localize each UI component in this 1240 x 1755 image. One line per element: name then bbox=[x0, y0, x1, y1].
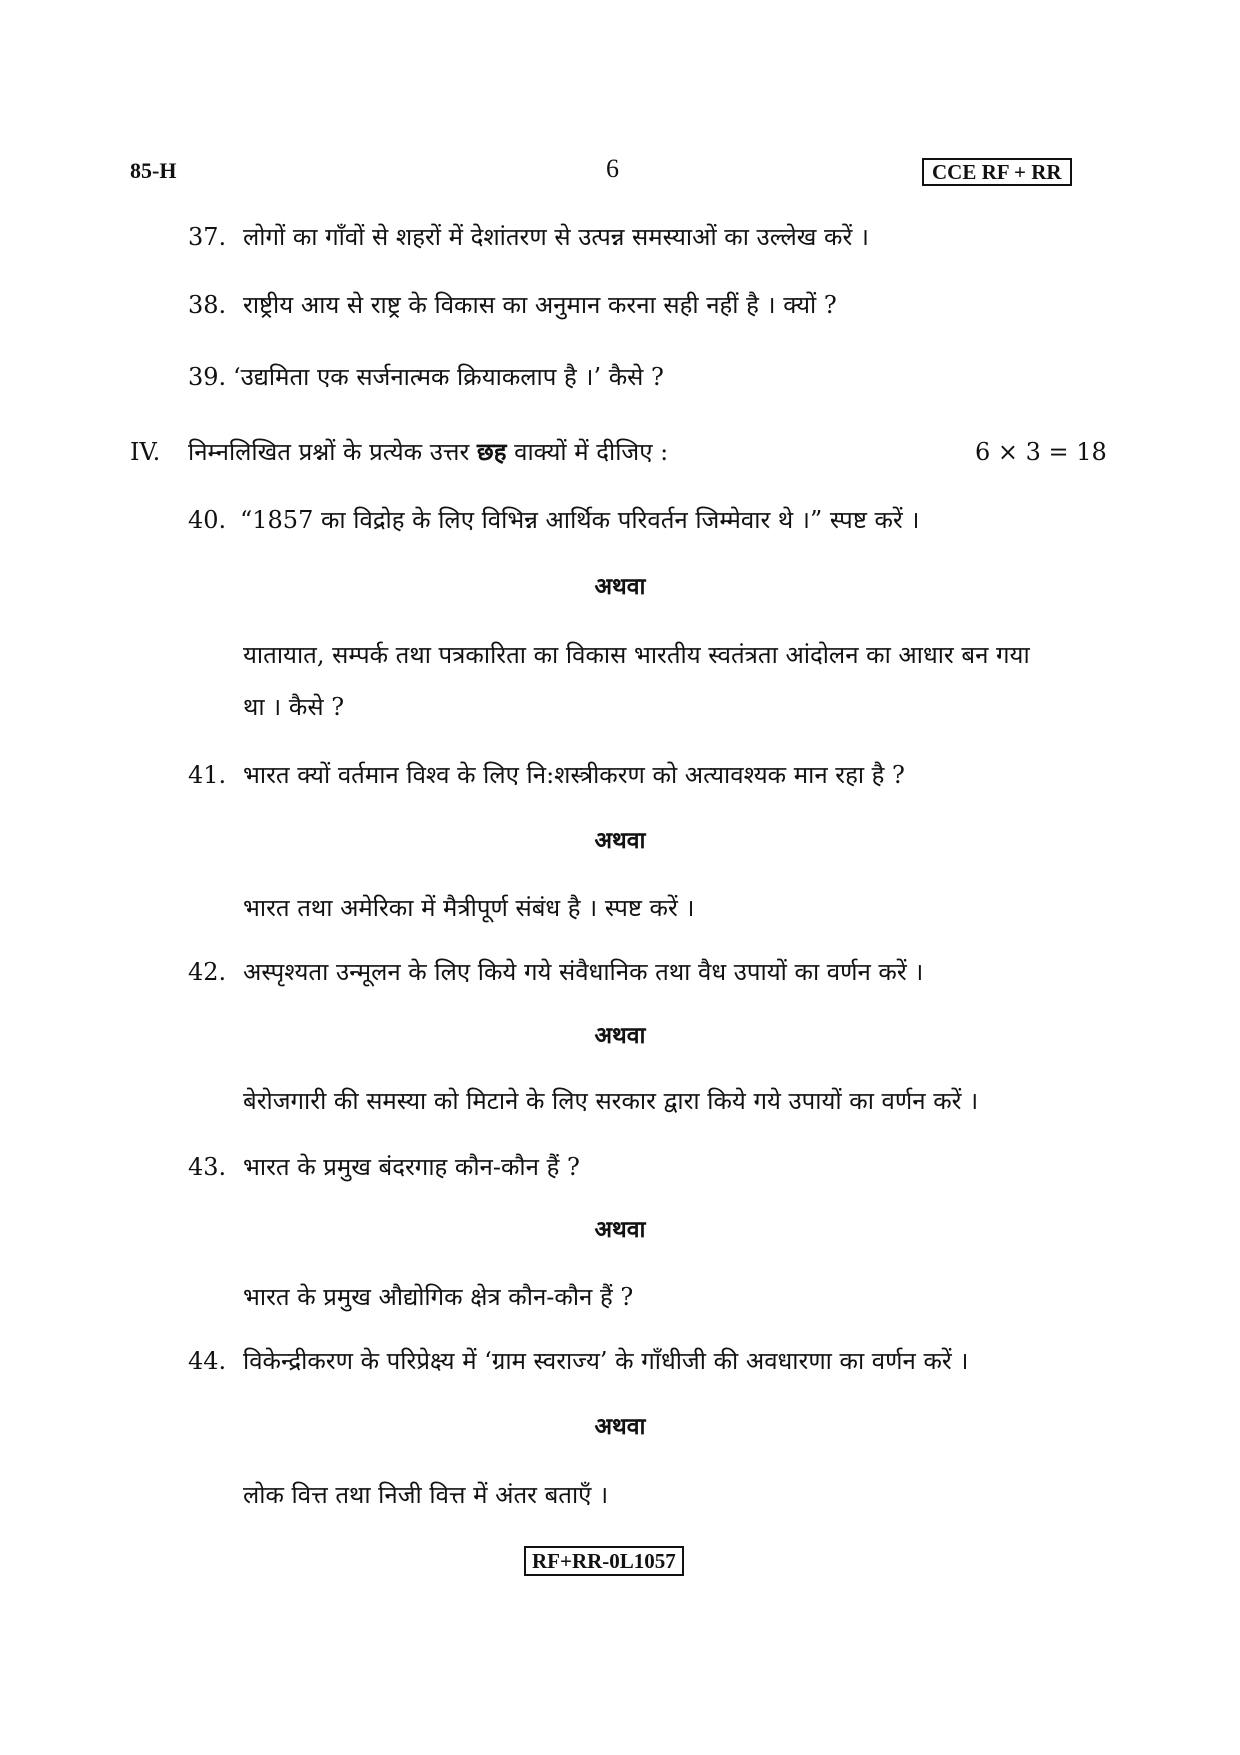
question-number: 44. bbox=[188, 1347, 227, 1375]
question-text: ‘उद्यमिता एक सर्जनात्मक क्रियाकलाप है ।’ कैसे ? bbox=[233, 363, 664, 391]
or-label: अथवा bbox=[594, 827, 646, 854]
question-number: 37. bbox=[188, 223, 227, 251]
question-text: अस्पृश्यता उन्मूलन के लिए किये गये संवैधानिक तथा वैध उपायों का वर्णन करें । bbox=[243, 958, 924, 986]
question-number: 42. bbox=[188, 958, 227, 986]
question-text: राष्ट्रीय आय से राष्ट्र के विकास का अनुमान करना सही नहीं है । क्यों ? bbox=[243, 291, 837, 319]
instruction-text: वाक्यों में दीजिए : bbox=[506, 438, 669, 466]
question-number: 43. bbox=[188, 1153, 227, 1181]
or-label: अथवा bbox=[594, 1022, 646, 1049]
alternate-question-text: बेरोजगारी की समस्या को मिटाने के लिए सरकार द्वारा किये गये उपायों का वर्णन करें । bbox=[243, 1087, 979, 1115]
section-label: IV. bbox=[130, 438, 161, 466]
question-number: 40. bbox=[188, 506, 227, 534]
alternate-question-text: था । कैसे ? bbox=[243, 693, 345, 721]
footer-code-box: RF+RR-0L1057 bbox=[524, 1546, 684, 1576]
alternate-question-text: लोक वित्त तथा निजी वित्त में अंतर बताएँ । bbox=[243, 1481, 609, 1509]
or-label: अथवा bbox=[594, 573, 646, 600]
question-number: 38. bbox=[188, 291, 227, 319]
instruction-emphasis: छह bbox=[476, 437, 507, 466]
or-label: अथवा bbox=[594, 1413, 646, 1440]
page-number: 6 bbox=[606, 154, 619, 183]
question-text: लोगों का गाँवों से शहरों में देशांतरण से उत्पन्न समस्याओं का उल्लेख करें । bbox=[243, 223, 870, 251]
instruction-text: निम्नलिखित प्रश्नों के प्रत्येक उत्तर bbox=[188, 438, 477, 466]
question-number: 41. bbox=[188, 761, 227, 789]
section-marks: 6 × 3 = 18 bbox=[975, 438, 1107, 466]
question-number: 39. bbox=[188, 363, 227, 391]
alternate-question-text: भारत तथा अमेरिका में मैत्रीपूर्ण संबंध है । स्पष्ट करें । bbox=[243, 894, 695, 922]
section-instruction bbox=[188, 437, 668, 467]
or-label: अथवा bbox=[594, 1216, 646, 1243]
alternate-question-text: भारत के प्रमुख औद्योगिक क्षेत्र कौन-कौन हैं ? bbox=[243, 1283, 634, 1311]
series-box: CCE RF + RR bbox=[922, 158, 1072, 186]
question-text: भारत के प्रमुख बंदरगाह कौन-कौन हैं ? bbox=[243, 1153, 580, 1181]
question-text: “1857 का विद्रोह के लिए विभिन्न आर्थिक परिवर्तन जिम्मेवार थे ।” स्पष्ट करें । bbox=[240, 506, 920, 534]
question-text: भारत क्यों वर्तमान विश्व के लिए नि:शस्त्रीकरण को अत्यावश्यक मान रहा है ? bbox=[243, 761, 905, 789]
question-text: विकेन्द्रीकरण के परिप्रेक्ष्य में ‘ग्राम स्वराज्य’ के गाँधीजी की अवधारणा का वर्णन करें । bbox=[243, 1347, 969, 1375]
alternate-question-text: यातायात, सम्पर्क तथा पत्रकारिता का विकास भारतीय स्वतंत्रता आंदोलन का आधार बन गया bbox=[243, 641, 1030, 669]
paper-code: 85-H bbox=[130, 158, 177, 183]
